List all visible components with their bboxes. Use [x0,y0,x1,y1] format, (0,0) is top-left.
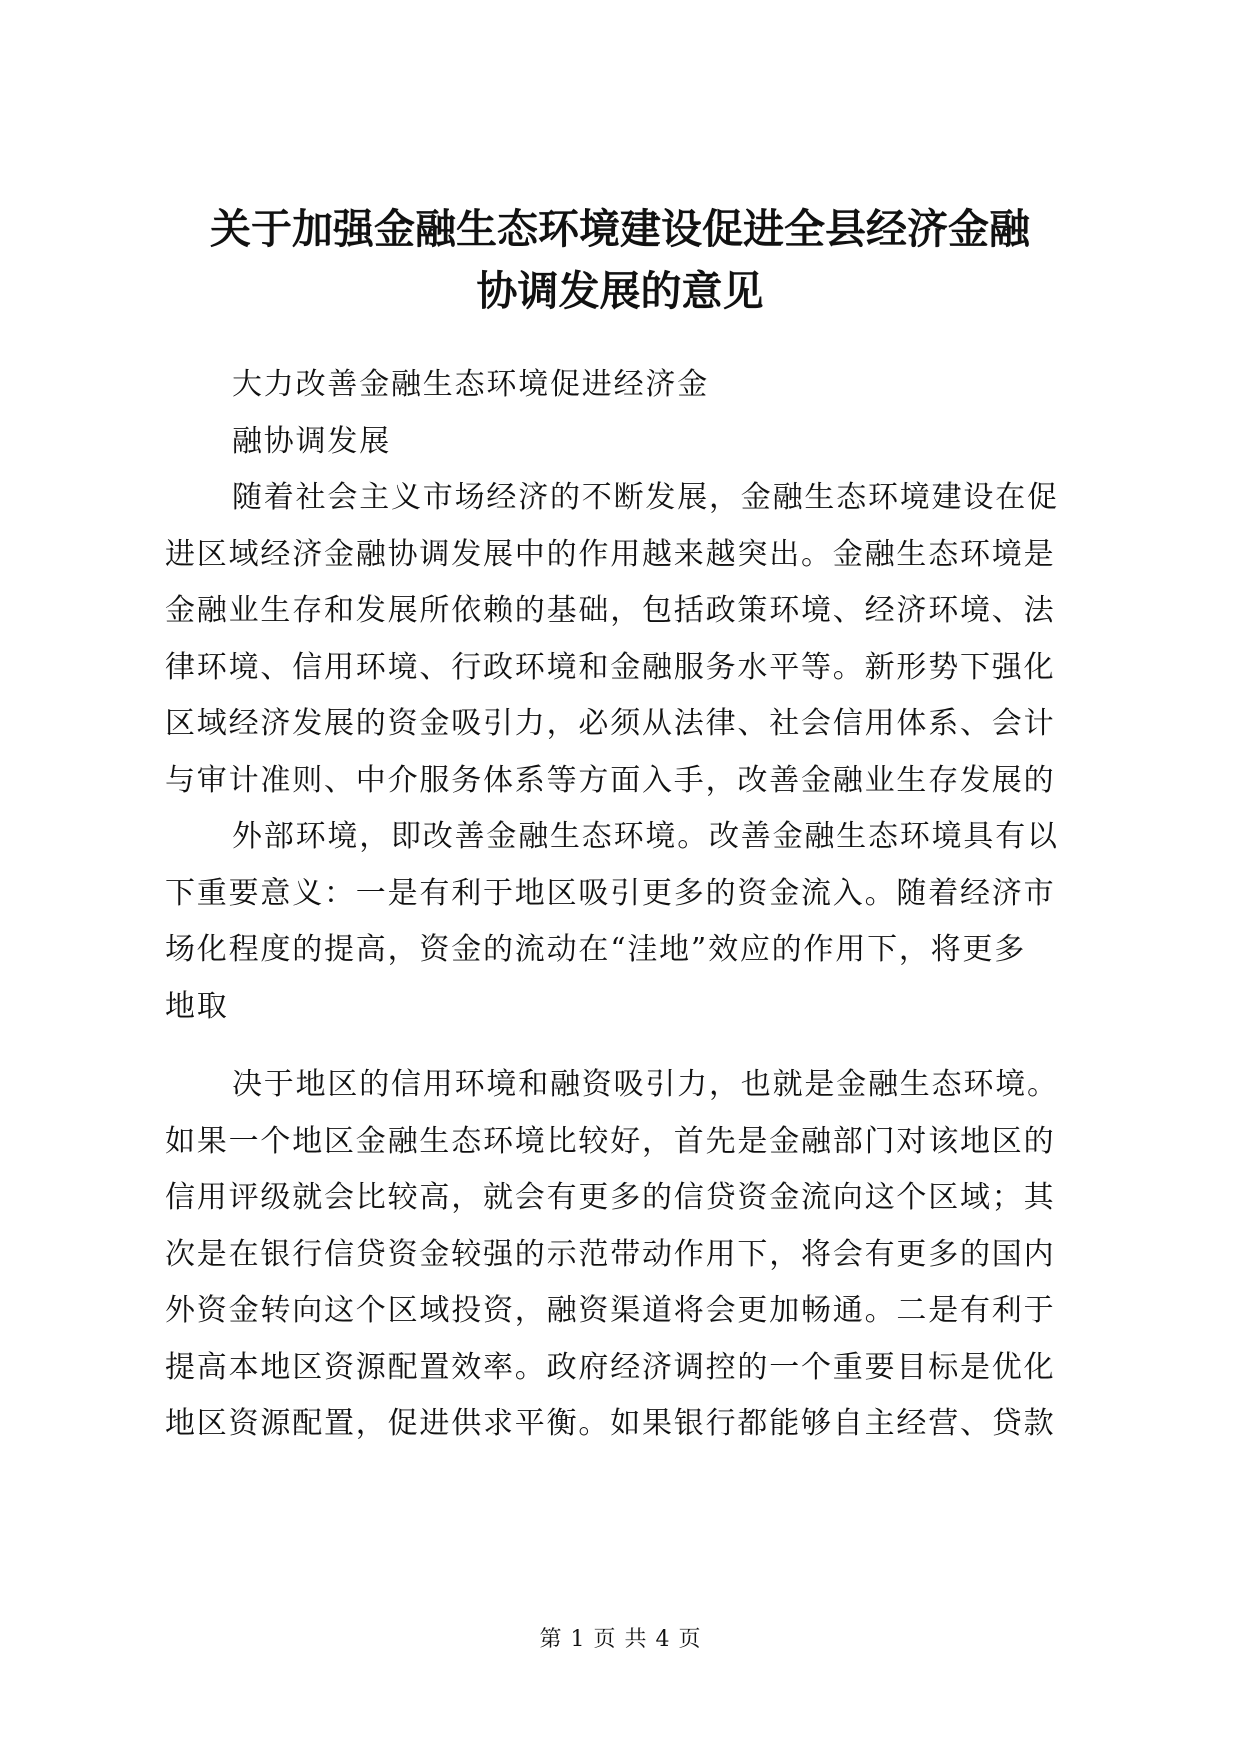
paragraph-line: 律环境、信用环境、行政环境和金融服务水平等。新形势下强化 [165,649,1056,685]
paragraph-line: 进区域经济金融协调发展中的作用越来越突出。金融生态环境是 [165,536,1056,572]
document-title [150,198,1090,322]
subtitle-line: 大力改善金融生态环境促进经济金 [232,367,709,402]
paragraph-line: 随着社会主义市场经济的不断发展，金融生态环境建设在促 [232,480,1059,515]
title-line-1: 关于加强金融生态环境建设促进全县经济金融 [210,205,1030,253]
paragraph-line: 场化程度的提高，资金的流动在“洼地”效应的作用下，将更多 [165,932,1027,967]
paragraph-line: 信用评级就会比较高，就会有更多的信贷资金流向这个区域；其 [165,1180,1056,1215]
paragraph-line: 金融业生存和发展所依赖的基础，包括政策环境、经济环境、法 [165,593,1056,628]
paragraph-line: 如果一个地区金融生态环境比较好，首先是金融部门对该地区的 [165,1123,1056,1159]
paragraph-line: 与审计准则、中介服务体系等方面入手，改善金融业生存发展的 [165,762,1056,798]
paragraph-line: 次是在银行信贷资金较强的示范带动作用下，将会有更多的国内 [165,1236,1056,1272]
paragraph-line: 下重要意义：一是有利于地区吸引更多的资金流入。随着经济市 [165,875,1056,911]
page-number-footer: 第 1 页 共 4 页 [539,1627,702,1652]
paragraph-line: 决于地区的信用环境和融资吸引力，也就是金融生态环境。 [232,1067,1059,1102]
subtitle-line: 融协调发展 [232,423,391,459]
paragraph-line: 区域经济发展的资金吸引力，必须从法律、社会信用体系、会计 [165,706,1056,741]
title-line-2: 协调发展的意见 [476,267,764,315]
paragraph-line: 地取 [165,988,229,1024]
document-body [165,357,1085,1453]
paragraph-line: 地区资源配置，促进供求平衡。如果银行都能够自主经营、贷款 [165,1406,1056,1441]
paragraph-gap [165,1035,1085,1057]
paragraph-line: 外部环境，即改善金融生态环境。改善金融生态环境具有以 [232,819,1059,854]
paragraph-line: 提高本地区资源配置效率。政府经济调控的一个重要目标是优化 [165,1349,1056,1385]
paragraph-line: 外资金转向这个区域投资，融资渠道将会更加畅通。二是有利于 [165,1293,1056,1328]
